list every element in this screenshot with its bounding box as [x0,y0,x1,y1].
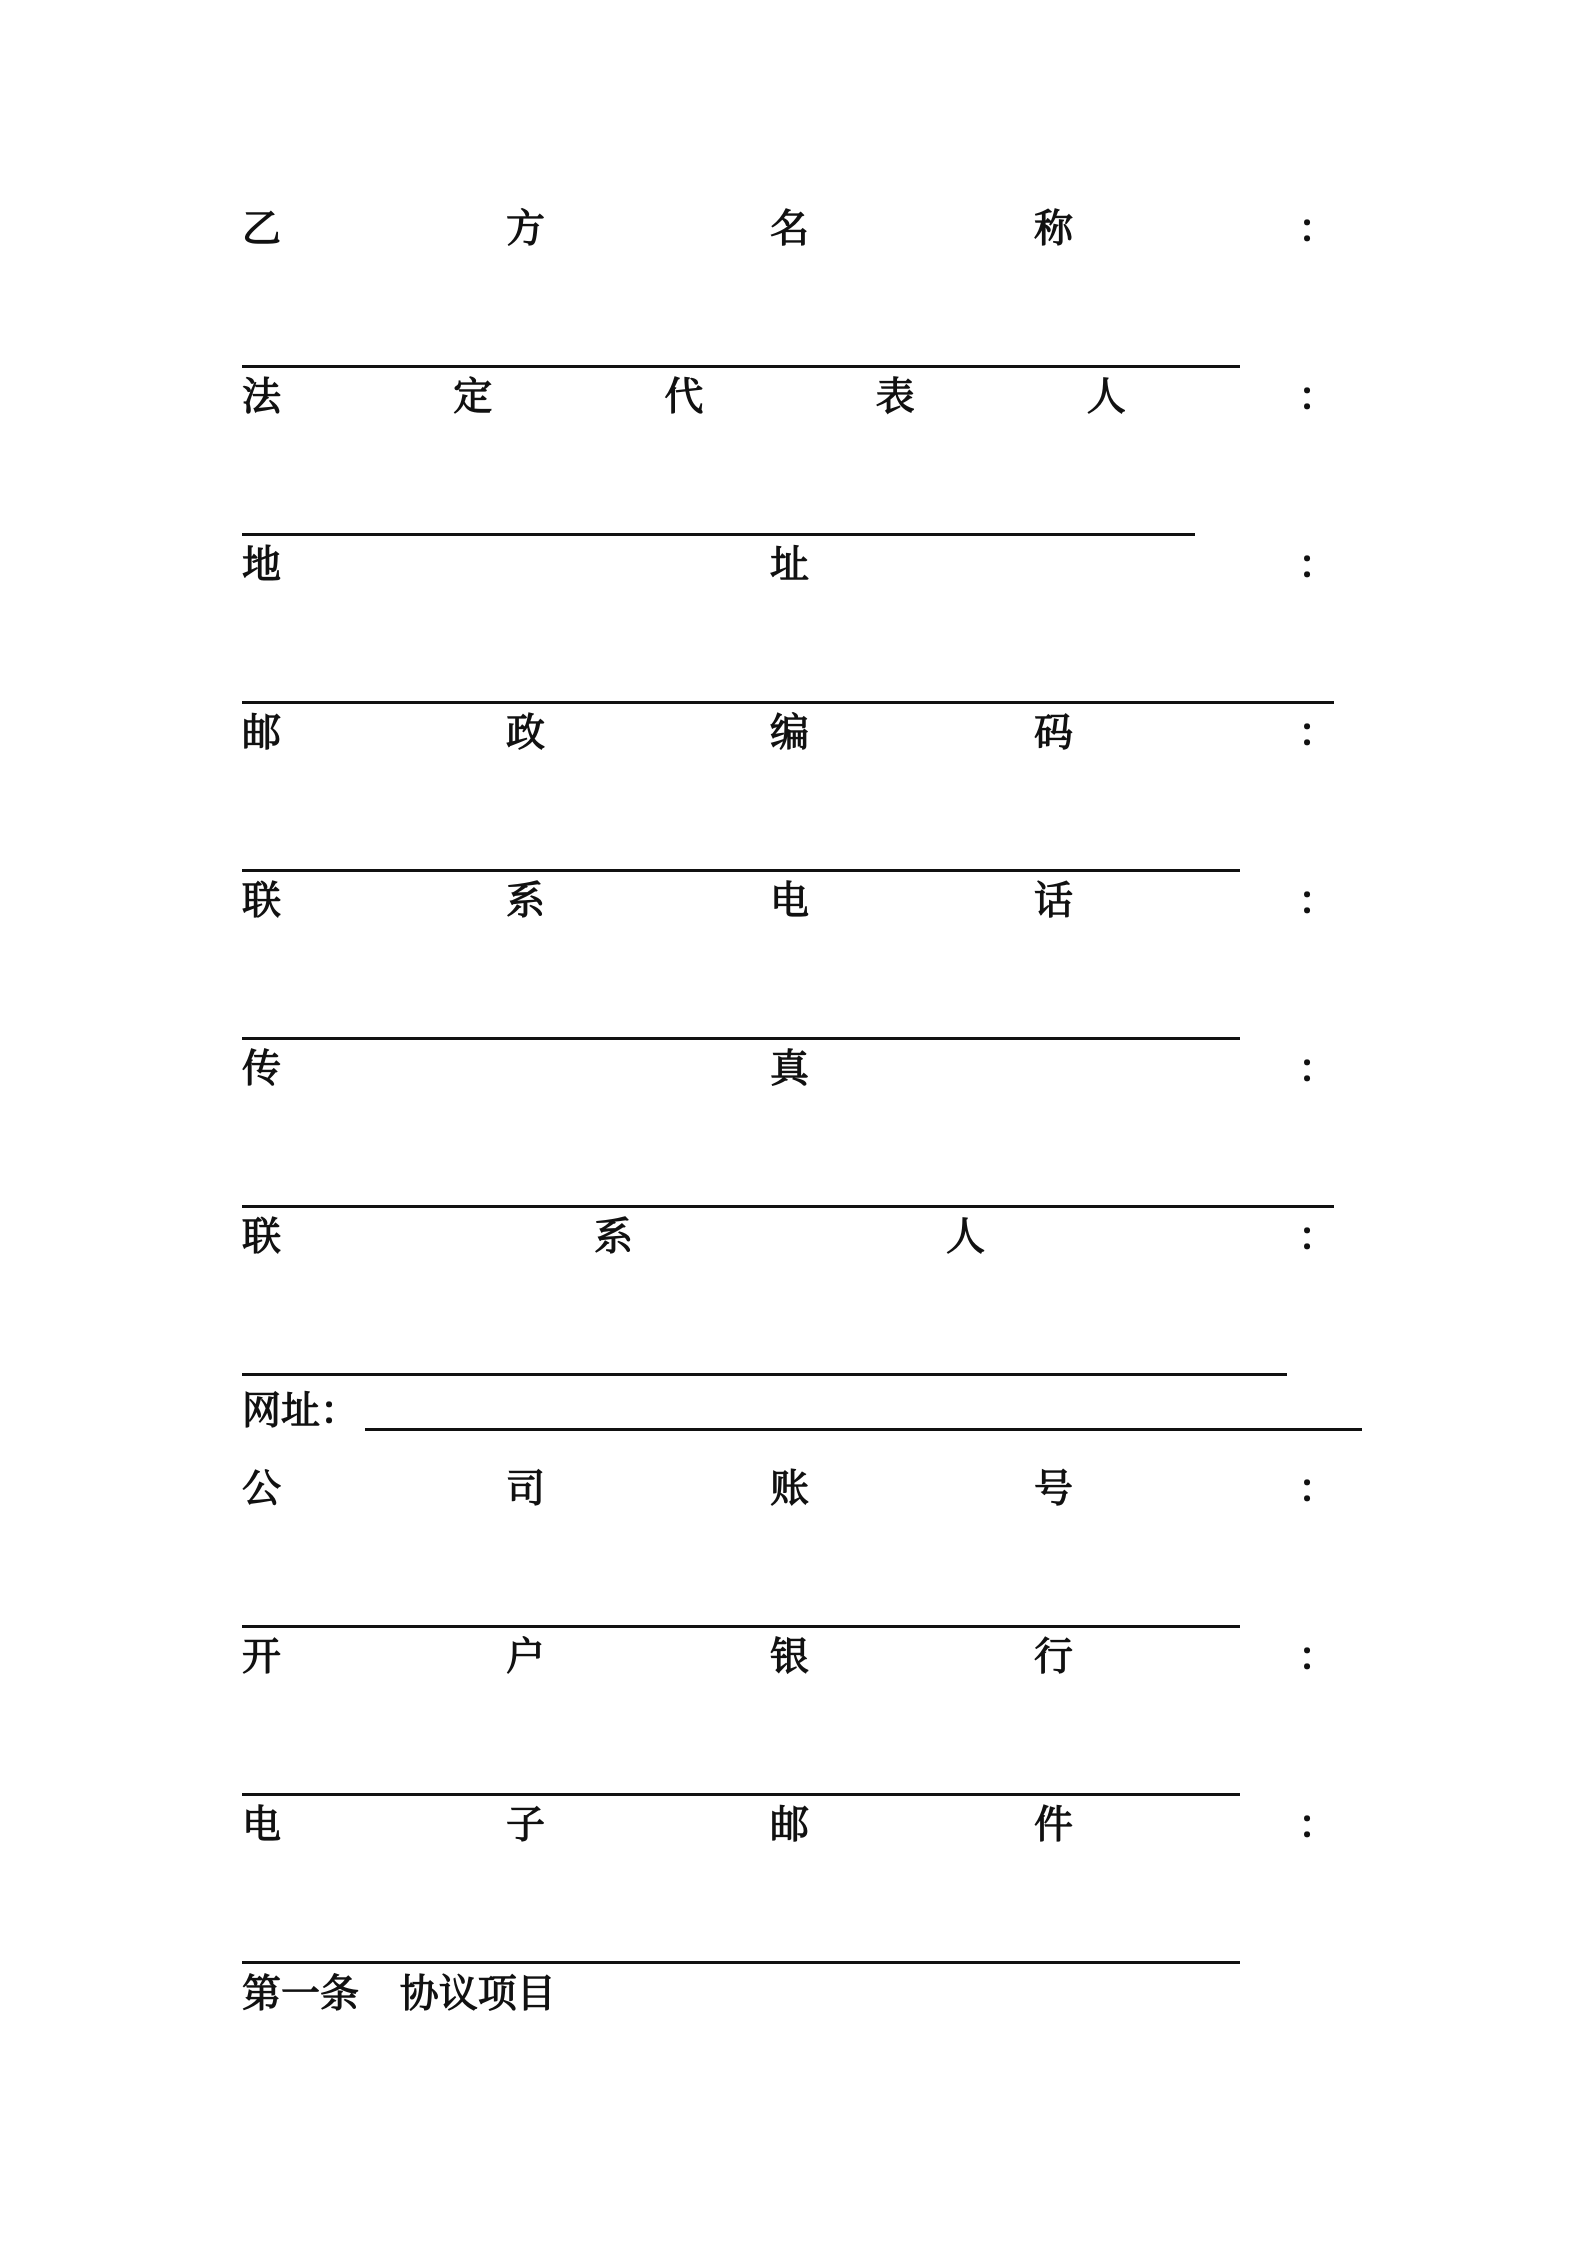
label-char: 名 [769,207,809,252]
label-char: ： [1297,1467,1337,1512]
field-company-account [242,1465,1337,1515]
label-char: 号 [1033,1467,1073,1512]
fill-in-blank[interactable] [242,869,1240,872]
label-char: ： [1297,207,1337,252]
label-char: 传 [242,1047,282,1092]
field-phone [242,877,1337,927]
label-char: 开 [242,1635,282,1680]
field-label [242,877,1337,927]
label-char: ： [1297,1215,1337,1260]
fill-in-blank[interactable] [242,1205,1334,1208]
label-char: 户 [505,1635,545,1680]
fill-in-blank[interactable] [242,533,1195,536]
field-label [242,373,1337,423]
field-website [242,1381,1362,1437]
field-label [242,1633,1337,1683]
label-char: 话 [1033,879,1073,924]
field-postal-code [242,709,1337,759]
label-char: 政 [505,711,545,756]
fill-in-blank[interactable] [242,365,1240,368]
label-char: 电 [769,879,809,924]
label-char: 定 [453,375,493,420]
fill-in-blank[interactable] [242,1373,1287,1376]
label-char: ： [1297,711,1337,756]
field-email [242,1801,1337,1851]
label-char: 码 [1033,711,1073,756]
label-char: 银 [769,1635,809,1680]
fill-in-blank[interactable] [242,1625,1240,1628]
field-label [242,1045,1337,1095]
field-label [242,205,1337,255]
label-char: 行 [1033,1635,1073,1680]
label-char: 人 [945,1215,985,1260]
label-char: ： [1297,879,1337,924]
label-char: 址 [769,543,809,588]
field-contact-person [242,1213,1337,1263]
fill-in-blank[interactable] [242,701,1334,704]
label-char: 法 [242,375,282,420]
label-char: ： [1297,375,1337,420]
label-char: ： [1297,1047,1337,1092]
label-char: 地 [242,543,282,588]
label-char: 邮 [769,1803,809,1848]
field-legal-representative [242,373,1337,423]
label-char: 账 [769,1467,809,1512]
section-heading: 第一条 协议项目 [242,1972,556,2017]
website-label: 网址： [242,1389,360,1434]
label-char: 方 [505,207,545,252]
label-char: ： [1297,1803,1337,1848]
label-char: 司 [505,1467,545,1512]
field-label [242,709,1337,759]
label-char: 公 [242,1467,282,1512]
label-char: 代 [664,375,704,420]
label-char: ： [1297,1635,1337,1680]
fill-in-blank[interactable] [242,1037,1240,1040]
label-char: 件 [1033,1803,1073,1848]
label-char: 联 [242,879,282,924]
field-label [242,1213,1337,1263]
label-char: 表 [875,375,915,420]
field-bank [242,1633,1337,1683]
label-char: 系 [593,1215,633,1260]
fill-in-blank[interactable] [365,1428,1362,1431]
label-char: 系 [505,879,545,924]
field-label [242,1465,1337,1515]
field-party-b-name [242,205,1337,255]
label-char: 人 [1086,375,1126,420]
label-char: 联 [242,1215,282,1260]
label-char: 真 [769,1047,809,1092]
label-char: 邮 [242,711,282,756]
field-label [242,1801,1337,1851]
fill-in-blank[interactable] [242,1793,1240,1796]
label-char: ： [1297,543,1337,588]
label-char: 编 [769,711,809,756]
label-char: 称 [1033,207,1073,252]
label-char: 电 [242,1803,282,1848]
label-char: 乙 [242,207,282,252]
field-fax [242,1045,1337,1095]
fill-in-blank[interactable] [242,1961,1240,1964]
label-char: 子 [505,1803,545,1848]
field-address [242,541,1337,591]
field-label [242,541,1337,591]
